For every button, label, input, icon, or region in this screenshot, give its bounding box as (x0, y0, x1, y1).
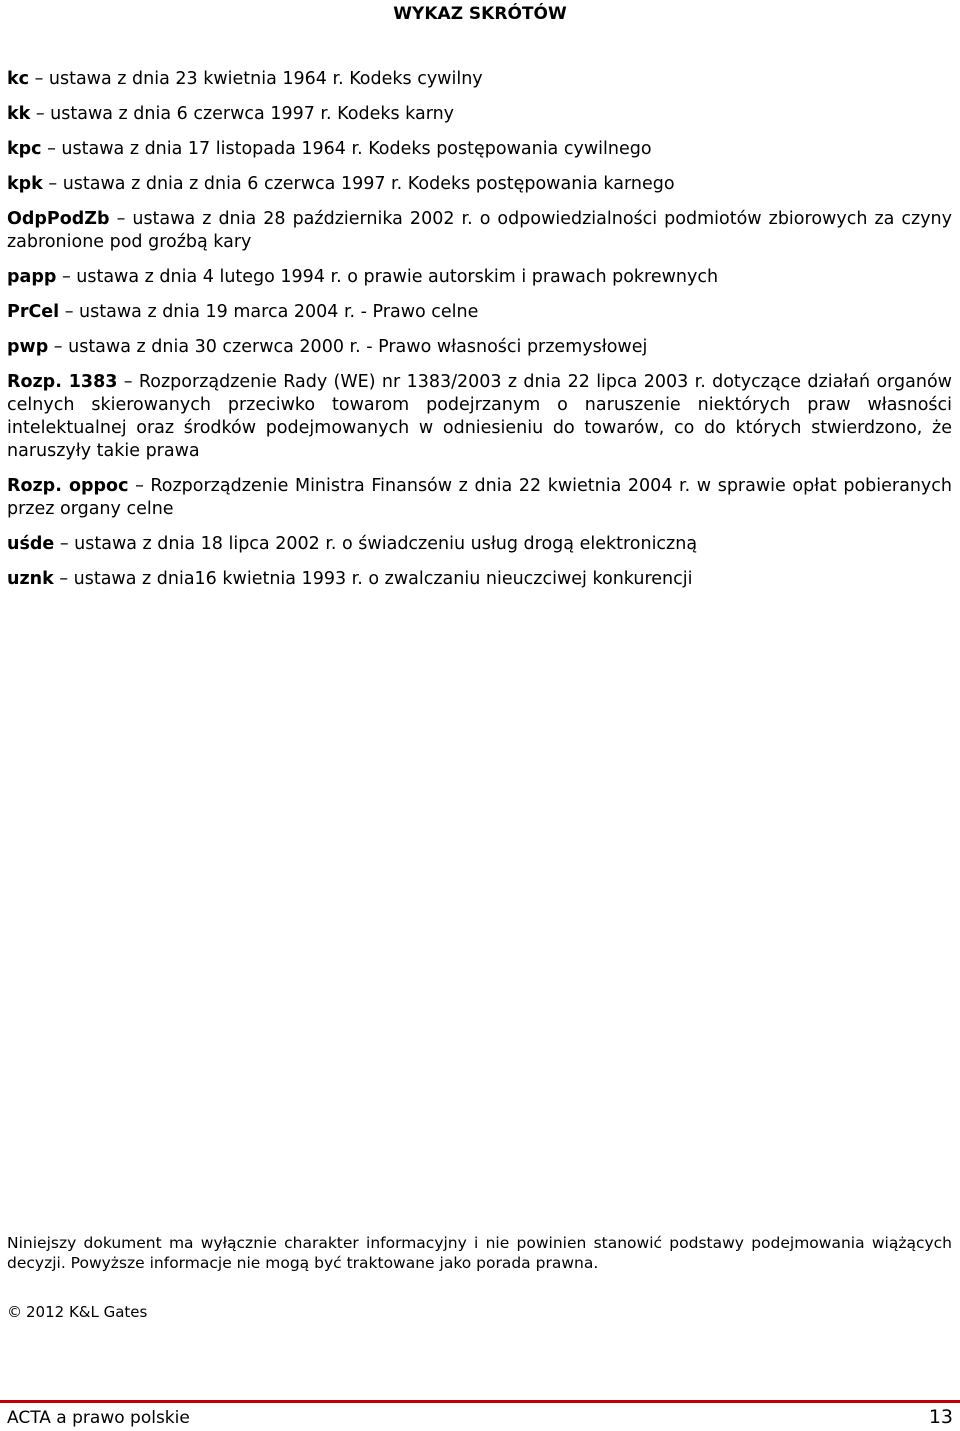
list-item (7, 103, 952, 126)
page-number: 13 (928, 1406, 953, 1428)
definition: – Rozporządzenie Rady (WE) nr 1383/2003 z dnia 22 lipca 2003 r. dotyczące działań organów celnych skierowanych przeciwko towarom podejrzanym o naruszenie niektórych praw własności intelektualnej oraz środków podejmowanych w odniesieniu do towarów, co do których stwierdzono, że naruszyły takie prawa (7, 372, 952, 461)
abbreviation: OdpPodZb (7, 209, 110, 229)
copyright-icon: © (7, 1303, 22, 1321)
list-item (7, 68, 952, 91)
disclaimer: Niniejszy dokument ma wyłącznie charakter informacyjny i nie powinien stanowić podstawy podejmowania wiążących decyzji. Powyższe informacje nie mogą być traktowane jako porada prawna. (7, 1234, 952, 1272)
copyright-text: 2012 K&L Gates (26, 1303, 148, 1321)
abbreviation: kpc (7, 139, 42, 159)
abbreviation: uznk (7, 569, 54, 589)
definition: – ustawa z dnia 30 czerwca 2000 r. - Prawo własności przemysłowej (48, 337, 648, 357)
list-item (7, 301, 952, 324)
definition: – ustawa z dnia 4 lutego 1994 r. o prawie autorskim i prawach pokrewnych (56, 267, 719, 287)
definition: – ustawa z dnia 6 czerwca 1997 r. Kodeks karny (30, 104, 455, 124)
abbreviation: kk (7, 104, 31, 124)
definition: – ustawa z dnia z dnia 6 czerwca 1997 r. Kodeks postępowania karnego (42, 174, 675, 194)
list-item (7, 568, 952, 591)
copyright-notice (7, 1302, 147, 1322)
abbreviation: papp (7, 267, 57, 287)
definition: – ustawa z dnia 23 kwietnia 1964 r. Kodeks cywilny (29, 69, 483, 89)
list-item (7, 173, 952, 196)
abbreviation: uśde (7, 534, 55, 554)
list-item (7, 266, 952, 289)
definition: – ustawa z dnia 19 marca 2004 r. - Prawo celne (59, 302, 479, 322)
abbreviation: Rozp. oppoc (7, 476, 129, 496)
footer-rule (0, 1400, 960, 1403)
abbreviation: pwp (7, 337, 49, 357)
abbreviation-list (7, 68, 952, 603)
definition: – ustawa z dnia 28 października 2002 r. o odpowiedzialności podmiotów zbiorowych za czyny zabronione pod groźbą kary (7, 209, 952, 252)
definition: – Rozporządzenie Ministra Finansów z dnia 22 kwietnia 2004 r. w sprawie opłat pobieranych przez organy celne (7, 476, 952, 519)
definition: – ustawa z dnia16 kwietnia 1993 r. o zwalczaniu nieuczciwej konkurencji (53, 569, 693, 589)
abbreviation: kpk (7, 174, 43, 194)
abbreviation: kc (7, 69, 30, 89)
list-item (7, 138, 952, 161)
list-item (7, 371, 952, 463)
list-item (7, 208, 952, 254)
abbreviation: Rozp. 1383 (7, 372, 118, 392)
list-item (7, 336, 952, 359)
definition: – ustawa z dnia 18 lipca 2002 r. o świadczeniu usług drogą elektroniczną (54, 534, 698, 554)
footer-document-title: ACTA a prawo polskie (7, 1408, 190, 1428)
list-item (7, 533, 952, 556)
abbreviation: PrCel (7, 302, 60, 322)
page-title: WYKAZ SKRÓTÓW (393, 4, 567, 24)
definition: – ustawa z dnia 17 listopada 1964 r. Kodeks postępowania cywilnego (41, 139, 652, 159)
list-item (7, 475, 952, 521)
